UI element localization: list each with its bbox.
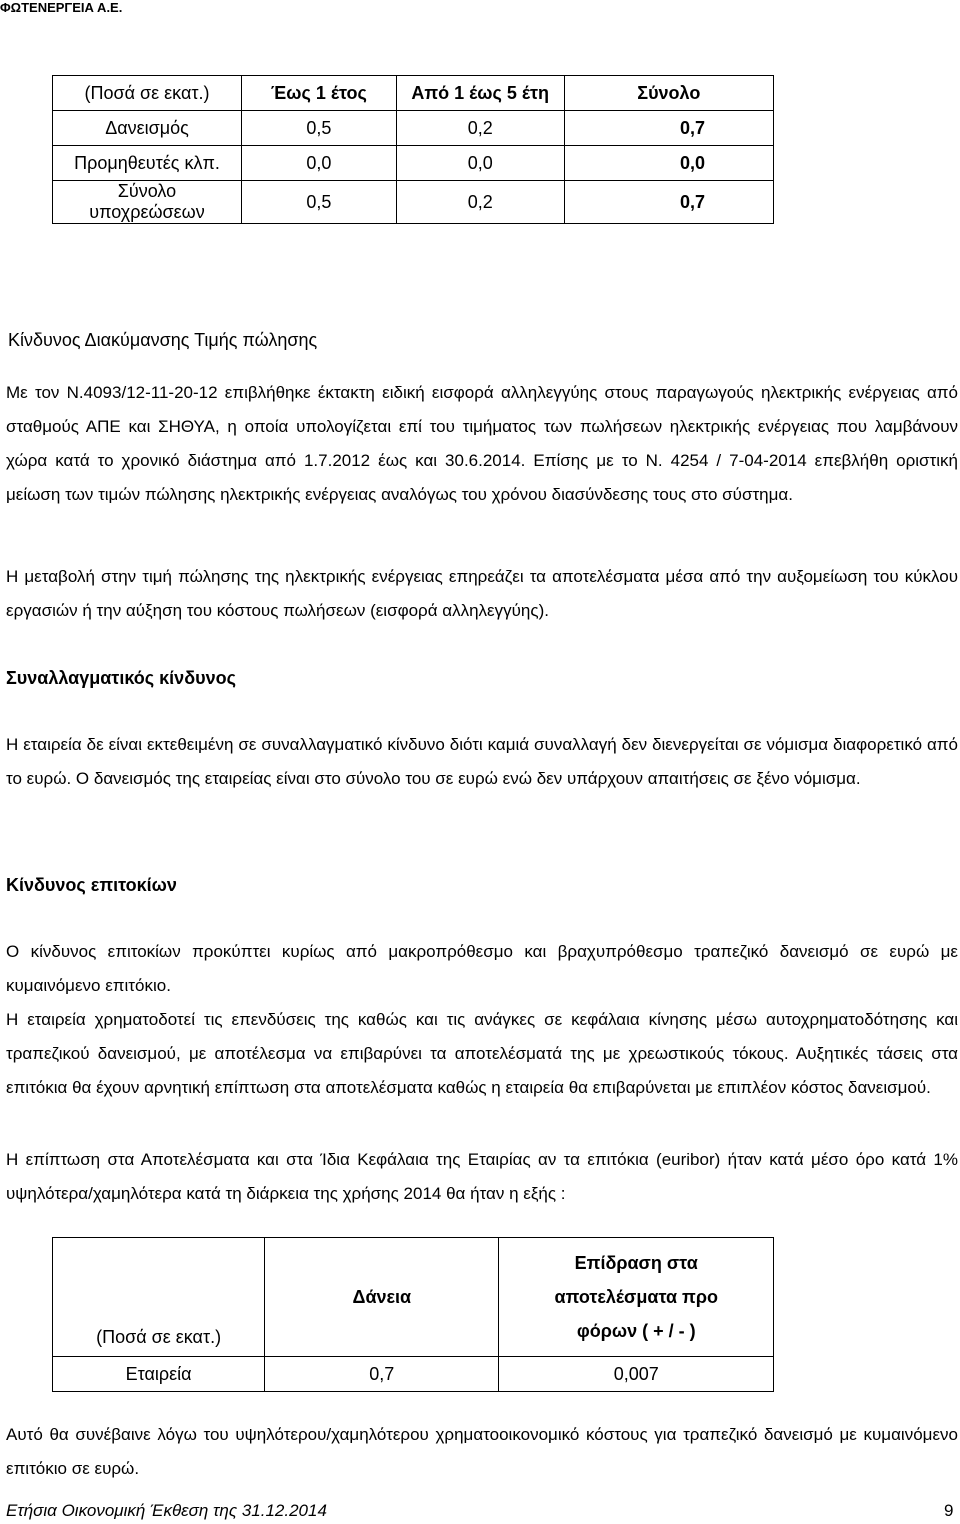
price-risk-paragraph-2: Η μεταβολή στην τιμή πώλησης της ηλεκτρικής ενέργειας επηρεάζει τα αποτελέσματα μέσα από την αυξομείωση του κύκλου εργασιών ή την αύξηση του κόστους πωλήσεων (εισφορά αλληλεγγύης). [6,567,958,620]
interest-risk-paragraph-1: Ο κίνδυνος επιτοκίων προκύπτει κυρίως από μακροπρόθεσμο και βραχυπρόθεσμο τραπεζικό δανεισμό σε ευρώ με κυμαινόμενο επιτόκιο. [6,942,958,995]
table-row [53,181,774,224]
table-cell: 0,5 [242,111,397,146]
table-cell: 0,7 [265,1357,499,1392]
table-header-cell: Έως 1 έτος [242,76,397,111]
fx-risk-heading: Συναλλαγματικός κίνδυνος [6,668,236,688]
table-cell: 0,2 [396,181,564,224]
table-cell: 0,0 [564,146,773,181]
table-cell: 0,5 [242,181,397,224]
table-cell: Σύνολο υποχρεώσεων [53,181,242,224]
table-header-cell: (Ποσά σε εκατ.) [53,1238,265,1357]
table-row [53,1357,774,1392]
closing-paragraph: Αυτό θα συνέβαινε λόγω του υψηλότερου/χαμηλότερου χρηματοοικονομικό κόστους για τραπεζικό δανεισμό με κυμαινόμενο επιτόκιο σε ευρώ. [6,1425,958,1478]
interest-risk-heading: Κίνδυνος επιτοκίων [6,875,177,895]
table-header-cell: Δάνεια [265,1238,499,1357]
page-number: 9 [944,1501,954,1520]
company-header: ΦΩΤΕΝΕΡΓΕΙΑ Α.Ε. [0,0,123,15]
header-line: αποτελέσματα προ [554,1287,718,1307]
table-cell: 0,0 [242,146,397,181]
header-line: φόρων ( + / - ) [576,1321,696,1341]
table-cell: Προμηθευτές κλπ. [53,146,242,181]
table-header-cell [499,1238,774,1357]
liabilities-table [52,75,774,224]
table-cell: 0,0 [396,146,564,181]
table-cell: Εταιρεία [53,1357,265,1392]
fx-risk-paragraph: Η εταιρεία δε είναι εκτεθειμένη σε συναλλαγματικό κίνδυνο διότι καμιά συναλλαγή δεν διενεργείται σε νόμισμα διαφορετικό από το ευρώ. Ο δανεισμός της εταιρείας είναι στο σύνολο του σε ευρώ ενώ δεν υπάρχουν απαιτήσεις σε ξένο νόμισμα. [6,735,958,788]
interest-risk-paragraph-3: Η επίπτωση στα Αποτελέσματα και στα Ίδια Κεφάλαια της Εταιρίας αν τα επιτόκια (euribor) ήταν κατά μέσο όρο κατά 1% υψηλότερα/χαμηλότερα κατά τη διάρκεια της χρήσης 2014 θα ήταν η εξής : [6,1150,958,1203]
table-header-row [53,76,774,111]
table-cell: 0,7 [564,111,773,146]
table-cell: 0,7 [564,181,773,224]
table-header-row [53,1238,774,1357]
interest-risk-paragraph-2: Η εταιρεία χρηματοδοτεί τις επενδύσεις της καθώς και τις ανάγκες σε κεφάλαια κίνησης μέσω αυτοχρηματοδότησης και τραπεζικού δανεισμού, με αποτέλεσμα να επιβαρύνει τα αποτελέσματά της με χρεωστικούς τόκους. Αυξητικές τάσεις στα επιτόκια θα έχουν αρνητική επίπτωση στα αποτελέσματα καθώς η εταιρεία θα επιβαρύνεται με επιπλέον κόστος δανεισμού. [6,1010,958,1097]
table-cell: Δανεισμός [53,111,242,146]
table-header-cell: (Ποσά σε εκατ.) [53,76,242,111]
footer-report-title: Ετήσια Οικονομική Έκθεση της 31.12.2014 [6,1501,327,1520]
header-line: Επίδραση στα [574,1253,698,1273]
table-row [53,146,774,181]
table-cell: 0,007 [499,1357,774,1392]
table-row [53,111,774,146]
price-risk-heading: Κίνδυνος Διακύμανσης Τιμής πώλησης [8,330,318,350]
table-cell: 0,2 [396,111,564,146]
sensitivity-table [52,1237,774,1392]
table-header-cell: Από 1 έως 5 έτη [396,76,564,111]
table-header-cell: Σύνολο [564,76,773,111]
price-risk-paragraph-1: Με τον Ν.4093/12-11-20-12 επιβλήθηκε έκτακτη ειδική εισφορά αλληλεγγύης στους παραγωγούς ηλεκτρικής ενέργειας από σταθμούς ΑΠΕ και ΣΗΘΥΑ, η οποία υπολογίζεται επί του τιμήματος των πωλήσεων ηλεκτρικής ενέργειας που λαμβάνουν χώρα κατά το χρονικό διάστημα από 1.7.2012 έως και 30.6.2014. Επίσης με το Ν. 4254 / 7-04-2014 επεβλήθη οριστική μείωση των τιμών πώλησης ηλεκτρικής ενέργειας αναλόγως του χρόνου διασύνδεσης τους στο σύστημα. [6,383,958,504]
